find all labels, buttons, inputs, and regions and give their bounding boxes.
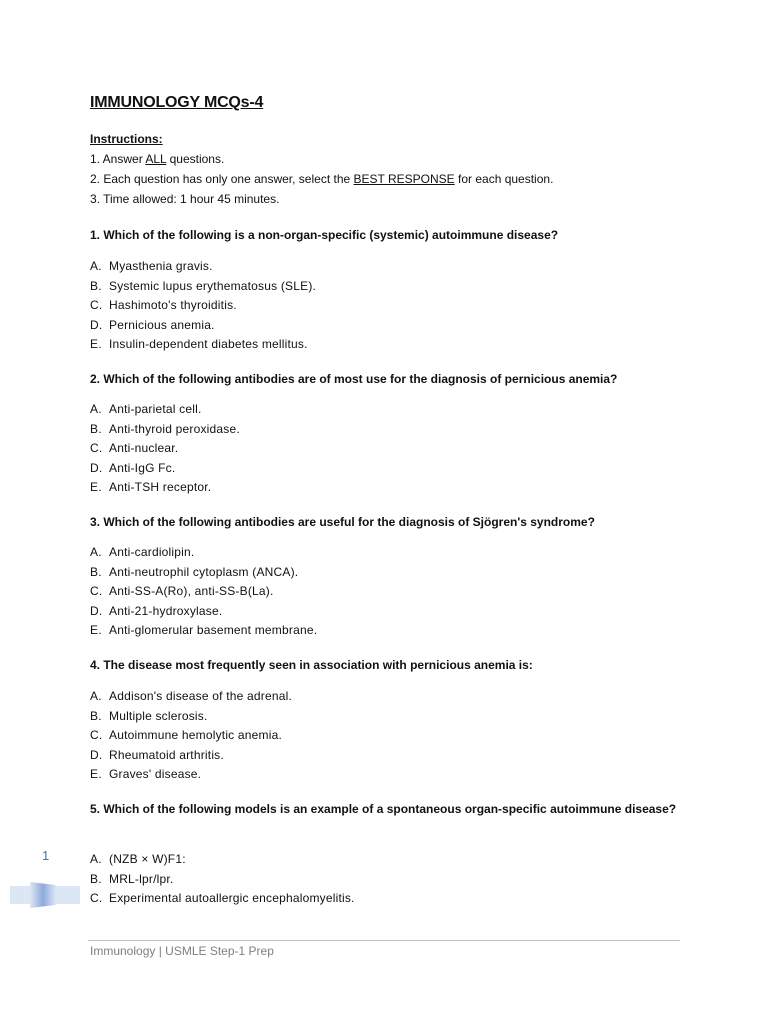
option bbox=[90, 439, 240, 459]
option bbox=[90, 296, 316, 316]
option bbox=[90, 687, 292, 707]
option bbox=[90, 420, 240, 440]
option-letter: B. bbox=[90, 564, 102, 579]
option-letter: C. bbox=[90, 891, 103, 905]
option-letter: C. bbox=[90, 584, 103, 598]
option-letter: D. bbox=[90, 317, 103, 332]
option-text: Hashimoto's thyroiditis. bbox=[109, 298, 237, 312]
option-letter: B. bbox=[90, 871, 102, 886]
footer-rule bbox=[88, 940, 680, 941]
option bbox=[90, 707, 292, 727]
option bbox=[90, 621, 317, 641]
option-text: Anti-nuclear. bbox=[109, 441, 179, 455]
option bbox=[90, 746, 292, 766]
option-letter: A. bbox=[90, 545, 102, 559]
option-text: Anti-IgG Fc. bbox=[109, 460, 176, 475]
option-letter: D. bbox=[90, 460, 103, 475]
option bbox=[90, 277, 316, 297]
option bbox=[90, 582, 317, 602]
question-2: 2. Which of the following antibodies are of most use for the diagnosis of pernicious anemia? bbox=[90, 372, 618, 386]
option-text: (NZB × W)F1: bbox=[109, 852, 186, 866]
option-letter: A. bbox=[90, 259, 102, 273]
tab-center-shape bbox=[30, 882, 56, 908]
option bbox=[90, 316, 316, 336]
option bbox=[90, 335, 316, 355]
instruction-emphasis: BEST RESPONSE bbox=[353, 172, 455, 186]
option-letter: B. bbox=[90, 421, 102, 436]
question-5-options bbox=[90, 850, 355, 909]
instructions-heading: Instructions: bbox=[90, 132, 163, 146]
instruction-emphasis: ALL bbox=[145, 152, 167, 166]
option bbox=[90, 602, 317, 622]
option-text: Anti-21-hydroxylase. bbox=[109, 603, 223, 618]
instruction-text: questions. bbox=[166, 152, 225, 166]
instruction-text: 2. Each question has only one answer, select the bbox=[90, 172, 354, 186]
option-text: Pernicious anemia. bbox=[109, 317, 215, 332]
option-text: Experimental autoallergic encephalomyelitis. bbox=[109, 891, 355, 905]
question-1-options bbox=[90, 257, 316, 355]
option-text: Addison's disease of the adrenal. bbox=[109, 689, 293, 703]
option-letter: E. bbox=[90, 767, 102, 781]
option-letter: E. bbox=[90, 480, 102, 494]
question-4: 4. The disease most frequently seen in association with pernicious anemia is: bbox=[90, 658, 533, 672]
footer-text: Immunology | USMLE Step-1 Prep bbox=[90, 944, 274, 958]
option-letter: B. bbox=[90, 708, 102, 723]
question-4-options bbox=[90, 687, 292, 785]
instruction-line-1 bbox=[90, 152, 224, 166]
instruction-text: 1. Answer bbox=[90, 152, 146, 166]
instruction-line-3: 3. Time allowed: 1 hour 45 minutes. bbox=[90, 192, 280, 206]
option bbox=[90, 765, 292, 785]
option-text: Insulin-dependent diabetes mellitus. bbox=[109, 337, 308, 351]
option-text: Anti-SS-A(Ro), anti-SS-B(La). bbox=[109, 584, 274, 598]
option bbox=[90, 726, 292, 746]
option-letter: E. bbox=[90, 337, 102, 351]
option bbox=[90, 400, 240, 420]
option bbox=[90, 543, 317, 563]
option-letter: E. bbox=[90, 623, 102, 637]
option-text: Autoimmune hemolytic anemia. bbox=[109, 728, 283, 742]
option-letter: C. bbox=[90, 728, 103, 742]
document-title: IMMUNOLOGY MCQs-4 bbox=[90, 94, 264, 111]
question-3: 3. Which of the following antibodies are useful for the diagnosis of Sjögren's syndrome? bbox=[90, 515, 595, 529]
question-2-options bbox=[90, 400, 240, 498]
option-text: Rheumatoid arthritis. bbox=[109, 747, 224, 762]
option-text: Myasthenia gravis. bbox=[109, 259, 213, 273]
instruction-line-2 bbox=[90, 172, 553, 186]
option-text: Anti-cardiolipin. bbox=[109, 545, 195, 559]
option bbox=[90, 478, 240, 498]
question-5: 5. Which of the following models is an example of a spontaneous organ-specific autoimmune disease? bbox=[90, 802, 677, 816]
option-letter: A. bbox=[90, 402, 102, 416]
question-1: 1. Which of the following is a non-organ-specific (systemic) autoimmune disease? bbox=[90, 228, 559, 242]
option-text: Multiple sclerosis. bbox=[109, 708, 208, 723]
option-text: MRL-lpr/lpr. bbox=[109, 871, 174, 886]
option-text: Anti-neutrophil cytoplasm (ANCA). bbox=[109, 564, 299, 579]
option bbox=[90, 257, 316, 277]
question-3-options bbox=[90, 543, 317, 641]
option bbox=[90, 889, 355, 909]
page-tab-decoration bbox=[10, 882, 80, 908]
option-text: Systemic lupus erythematosus (SLE). bbox=[109, 278, 317, 293]
option bbox=[90, 563, 317, 583]
option-letter: B. bbox=[90, 278, 102, 293]
option-text: Anti-thyroid peroxidase. bbox=[109, 421, 240, 436]
option-letter: C. bbox=[90, 441, 103, 455]
option bbox=[90, 850, 355, 870]
option-letter: D. bbox=[90, 603, 103, 618]
option-text: Anti-TSH receptor. bbox=[109, 480, 212, 494]
option bbox=[90, 870, 355, 890]
option-text: Anti-parietal cell. bbox=[109, 402, 202, 416]
option-letter: C. bbox=[90, 298, 103, 312]
option-letter: A. bbox=[90, 689, 102, 703]
option bbox=[90, 459, 240, 479]
option-text: Graves' disease. bbox=[109, 767, 202, 781]
option-text: Anti-glomerular basement membrane. bbox=[109, 623, 318, 637]
instruction-text: for each question. bbox=[454, 172, 554, 186]
page-number: 1 bbox=[42, 848, 50, 863]
option-letter: A. bbox=[90, 852, 102, 866]
option-letter: D. bbox=[90, 747, 103, 762]
